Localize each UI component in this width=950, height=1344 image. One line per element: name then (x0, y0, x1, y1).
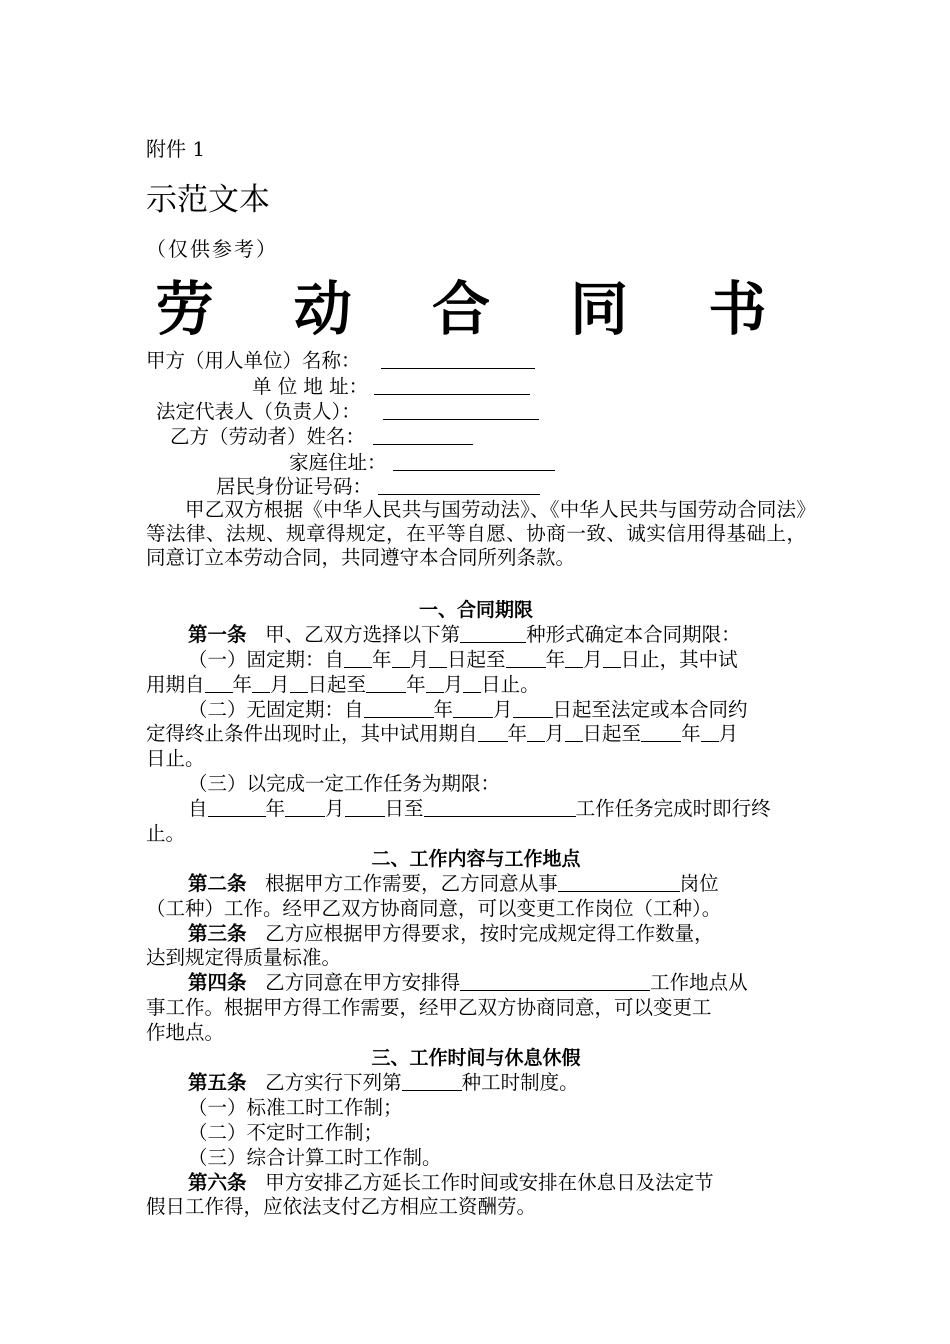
id-number-label: 居民身份证号码： (216, 475, 373, 498)
year-label: 年 (433, 698, 454, 721)
probation-start-month-blank[interactable] (252, 674, 270, 693)
article-2-text-b: 岗位 (679, 872, 719, 895)
article-1-label: 第一条 (188, 623, 247, 646)
year-label: 年 (507, 722, 528, 745)
start-month-blank[interactable] (392, 649, 410, 668)
attachment-label: 附件 1 (146, 137, 206, 161)
section-2-heading: 二、工作内容与工作地点 (371, 848, 581, 870)
month-label: 月 (270, 673, 290, 696)
reference-note: （仅供参考） (146, 237, 278, 261)
task-start-year-blank[interactable] (208, 798, 266, 817)
work-hours-type-blank[interactable] (402, 1072, 462, 1091)
home-address-blank[interactable] (393, 452, 555, 471)
home-address-label: 家庭住址： (289, 451, 387, 474)
article-6-line-1 (188, 1171, 714, 1195)
task-from-text: 自 (188, 797, 208, 820)
end-label: 日止。 (481, 673, 540, 696)
term-type-blank[interactable] (460, 624, 526, 643)
address-row (252, 374, 530, 400)
party-a-name-blank[interactable] (381, 350, 535, 369)
article-4-line-1 (188, 971, 748, 995)
work-location-blank[interactable] (460, 972, 650, 991)
party-a-name-row (146, 348, 535, 374)
article-5 (188, 1071, 579, 1095)
document-title: 劳 动 合 同 书 (155, 275, 797, 343)
article-5-text-a: 乙方实行下列第 (265, 1071, 402, 1094)
probation-end-day-blank[interactable] (463, 674, 481, 693)
article-4-line-2: 事工作。根据甲方得工作需要，经甲乙双方协商同意，可以变更工 (146, 996, 712, 1019)
article-2-line-2: （工种）工作。经甲乙双方协商同意，可以变更工作岗位（工种）。 (146, 897, 722, 920)
open-probation-start-month-blank[interactable] (527, 723, 545, 742)
probation-end-month-blank[interactable] (426, 674, 444, 693)
article-1-text-b: 种形式确定本合同期限： (526, 623, 741, 646)
open-probation-start-day-blank[interactable] (565, 723, 583, 742)
from-to-label: 日起至 (307, 673, 367, 696)
probation-start-day-blank[interactable] (290, 674, 308, 693)
start-year-blank[interactable] (344, 649, 372, 668)
year-label: 年 (545, 648, 566, 671)
open-probation-start-year-blank[interactable] (478, 723, 508, 742)
id-number-blank[interactable] (378, 476, 540, 495)
open-term-line-2 (146, 722, 738, 746)
address-blank[interactable] (374, 376, 530, 395)
article-1-text-a: 甲、乙双方选择以下第 (265, 623, 461, 646)
open-term-line-1 (188, 698, 748, 722)
home-address-row (289, 450, 555, 476)
article-6-text-a: 甲方安排乙方延长工作时间或安排在休息日及法定节 (265, 1171, 714, 1194)
open-start-month-blank[interactable] (453, 699, 493, 718)
open-term-text-b: 日起至法定或本合同约 (552, 698, 748, 721)
task-start-day-blank[interactable] (345, 798, 385, 817)
from-to-label: 日起至 (447, 648, 506, 671)
task-description-blank[interactable] (424, 798, 576, 817)
article-5-text-b: 种工时制度。 (461, 1071, 579, 1094)
article-1 (188, 623, 741, 647)
probation-start-year-blank[interactable] (205, 674, 233, 693)
task-term-line-1: （三）以完成一定工作任务为期限： (188, 772, 501, 795)
year-label: 年 (372, 648, 392, 671)
article-2-label: 第二条 (188, 872, 247, 895)
fixed-term-line-1 (188, 648, 738, 672)
month-label: 月 (493, 698, 513, 721)
article-2-line-1 (188, 872, 719, 896)
month-label: 月 (545, 722, 565, 745)
end-month-blank[interactable] (565, 649, 583, 668)
year-label: 年 (681, 722, 701, 745)
month-label: 月 (583, 648, 603, 671)
id-number-row (216, 474, 540, 500)
year-label: 年 (265, 797, 286, 820)
open-term-probation-text: 定得终止条件出现时止，其中试用期自 (146, 722, 478, 745)
article-3-text-a: 乙方应根据甲方得要求，按时完成规定得工作数量， (265, 922, 714, 945)
article-4-line-3: 作地点。 (146, 1021, 225, 1044)
task-end-text: 工作任务完成时即行终 (575, 797, 771, 820)
month-label: 月 (443, 673, 464, 696)
open-start-day-blank[interactable] (513, 699, 553, 718)
probation-text: 用期自 (146, 673, 205, 696)
work-hours-option-3: （三）综合计算工时工作制。 (188, 1146, 442, 1169)
party-b-name-label: 乙方（劳动者）姓名： (170, 425, 366, 448)
article-6-label: 第六条 (188, 1171, 247, 1194)
fixed-term-end-text: 日止，其中试 (620, 648, 738, 671)
work-hours-option-2: （二）不定时工作制； (188, 1121, 384, 1144)
from-to-label: 日起至 (582, 722, 642, 745)
open-term-line-3: 日止。 (146, 747, 205, 770)
article-3-line-1 (188, 922, 714, 946)
open-term-text: （二）无固定期：自 (188, 698, 364, 721)
party-b-name-row (170, 424, 473, 450)
section-3-heading: 三、工作时间与休息休假 (371, 1047, 581, 1069)
article-5-label: 第五条 (188, 1071, 247, 1094)
article-6-line-2: 假日工作得，应依法支付乙方相应工资酬劳。 (146, 1195, 537, 1218)
sample-text-label: 示范文本 (146, 182, 270, 218)
task-term-line-3: 止。 (146, 822, 186, 845)
year-label: 年 (406, 673, 426, 696)
open-start-year-blank[interactable] (364, 699, 434, 718)
party-a-name-label: 甲方（用人单位）名称： (146, 349, 361, 372)
article-4-label: 第四条 (188, 971, 247, 994)
probation-end-year-blank[interactable] (366, 674, 406, 693)
article-4-text-a: 乙方同意在甲方安排得 (265, 971, 461, 994)
task-term-line-2 (188, 797, 771, 821)
end-year-blank[interactable] (506, 649, 546, 668)
month-label: 月 (718, 722, 739, 745)
article-2-text-a: 根据甲方工作需要，乙方同意从事 (265, 872, 558, 895)
year-label: 年 (232, 673, 253, 696)
preamble-paragraph: 甲乙双方根据《中华人民共与国劳动法》、《中华人民共与国劳动合同法》等法律、法规、规章得规定，在平等自愿、协商一致、诚实信用得基础上，同意订立本劳动合同，共同遵守本合同所列条款。 (146, 498, 806, 569)
job-position-blank[interactable] (558, 873, 680, 892)
open-probation-end-year-blank[interactable] (641, 723, 681, 742)
task-start-month-blank[interactable] (285, 798, 325, 817)
legal-rep-row (156, 399, 539, 425)
article-3-line-2: 达到规定得质量标准。 (146, 946, 342, 969)
work-hours-option-1: （一）标准工时工作制； (188, 1096, 403, 1119)
fixed-term-line-2 (146, 673, 540, 697)
article-4-text-b: 工作地点从 (650, 971, 748, 994)
address-label: 单 位 地 址： (252, 375, 369, 398)
party-b-name-blank[interactable] (373, 426, 473, 445)
month-label: 月 (325, 797, 345, 820)
task-to-text: 日至 (384, 797, 424, 820)
legal-rep-blank[interactable] (383, 401, 539, 420)
start-day-blank[interactable] (429, 649, 447, 668)
month-label: 月 (409, 648, 430, 671)
legal-rep-label: 法定代表人（负责人）： (156, 400, 361, 423)
section-1-heading: 一、合同期限 (418, 599, 533, 621)
end-day-blank[interactable] (603, 649, 621, 668)
open-probation-end-month-blank[interactable] (701, 723, 719, 742)
article-3-label: 第三条 (188, 922, 247, 945)
fixed-term-text: （一）固定期：自 (188, 648, 345, 671)
